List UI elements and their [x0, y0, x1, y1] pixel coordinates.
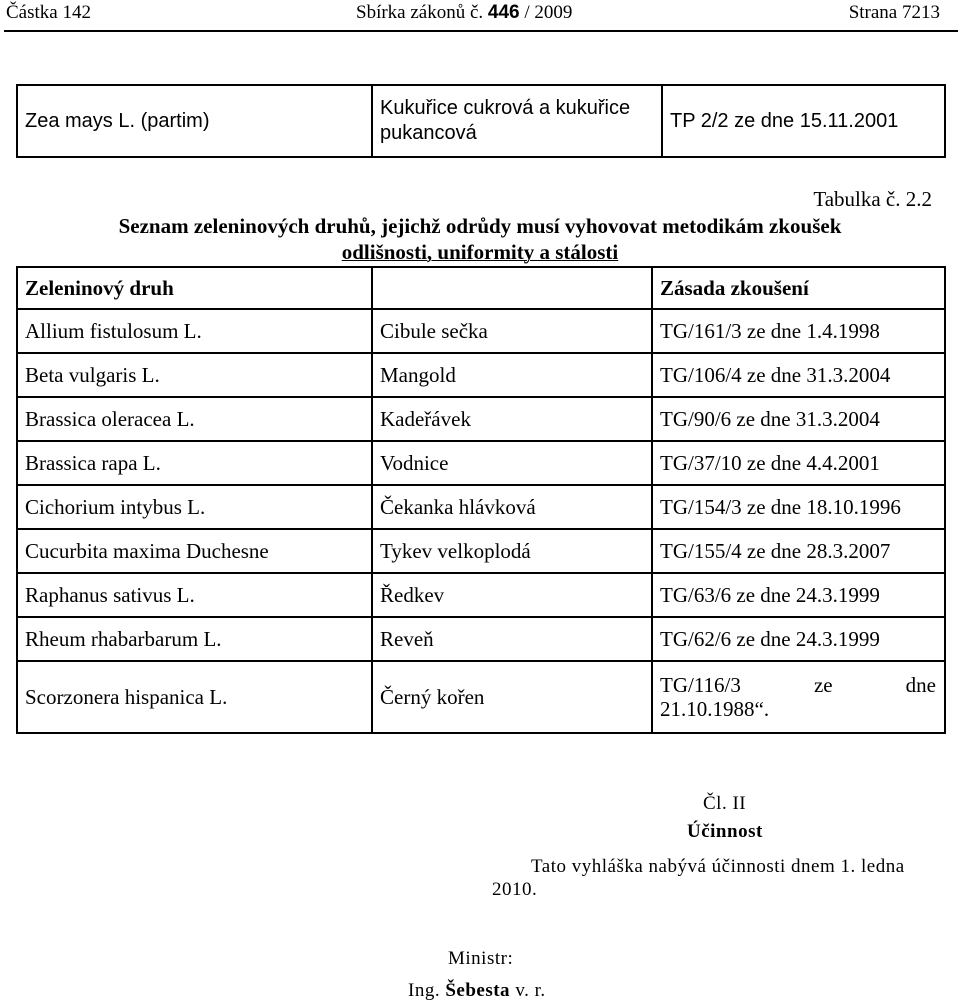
lead-czech: [372, 85, 662, 157]
lead-table: [16, 84, 946, 158]
cell-latin: Allium fistulosum L.: [17, 309, 372, 353]
guideline-part1: TG/116/3: [660, 673, 741, 697]
cell-czech: Cibule sečka: [372, 309, 652, 353]
cell-guideline: TG/161/3 ze dne 1.4.1998: [652, 309, 945, 353]
col-header-czech: [372, 267, 652, 309]
signature-name-line: [408, 980, 546, 1002]
cell-guideline-line2: 21.10.1988“.: [660, 697, 770, 721]
table-row: [17, 397, 945, 441]
cell-czech: Reveň: [372, 617, 652, 661]
cell-guideline-line1: [660, 673, 944, 697]
cell-latin: Brassica rapa L.: [17, 441, 372, 485]
header-rule: [4, 30, 958, 32]
table-row: [17, 353, 945, 397]
cell-guideline: TG/90/6 ze dne 31.3.2004: [652, 397, 945, 441]
lead-tp: TP 2/2 ze dne 15.11.2001: [662, 85, 945, 157]
table-row-last: [17, 661, 945, 733]
signature-prefix: Ing.: [408, 980, 441, 1001]
guideline-part3: dne: [905, 673, 936, 697]
lead-czech-line1: Kukuřice cukrová a kukuřice: [380, 97, 631, 119]
table-title-line1: Seznam zeleninových druhů, jejichž odrůdy musí vyhovovat metodikám zkoušek: [118, 214, 842, 238]
header-collection-year: / 2009: [524, 2, 573, 23]
table-caption: Tabulka č. 2.2: [813, 187, 932, 211]
cell-czech: Ředkev: [372, 573, 652, 617]
cell-czech: Černý kořen: [372, 661, 652, 733]
table-body: [17, 309, 945, 661]
header-collection: [356, 2, 572, 24]
cell-guideline: TG/155/4 ze dne 28.3.2007: [652, 529, 945, 573]
table-row: [17, 617, 945, 661]
header-page: Strana 7213: [848, 2, 940, 23]
table-row: [17, 441, 945, 485]
article-number: Čl. II: [703, 793, 747, 814]
vegetable-table: [16, 266, 946, 734]
table-row: [17, 573, 945, 617]
cell-latin: Rheum rhabarbarum L.: [17, 617, 372, 661]
table-row: [17, 309, 945, 353]
table-row: [17, 529, 945, 573]
cell-guideline: [652, 661, 945, 733]
signature-name: Šebesta: [445, 980, 511, 1001]
lead-row: [17, 85, 945, 157]
cell-latin: Cucurbita maxima Duchesne: [17, 529, 372, 573]
article-text-line2: 2010.: [492, 879, 538, 900]
lead-czech-line2: pukancová: [380, 122, 477, 144]
cell-czech: Kadeřávek: [372, 397, 652, 441]
article-text-line1: Tato vyhláška nabývá účinnosti dnem 1. ledna: [531, 856, 905, 877]
cell-guideline: TG/37/10 ze dne 4.4.2001: [652, 441, 945, 485]
header-part: Částka 142: [6, 2, 91, 23]
col-header-species: Zeleninový druh: [17, 267, 372, 309]
cell-guideline: TG/154/3 ze dne 18.10.1996: [652, 485, 945, 529]
header-collection-prefix: Sbírka zákonů č.: [356, 2, 484, 23]
cell-guideline: TG/63/6 ze dne 24.3.1999: [652, 573, 945, 617]
cell-guideline: TG/62/6 ze dne 24.3.1999: [652, 617, 945, 661]
table-header-row: [17, 267, 945, 309]
header-collection-number: 446: [487, 2, 520, 23]
cell-czech: Čekanka hlávková: [372, 485, 652, 529]
table-row: [17, 485, 945, 529]
cell-latin: Scorzonera hispanica L.: [17, 661, 372, 733]
table-title-line2: odlišnosti, uniformity a stálosti: [341, 240, 619, 264]
cell-latin: Raphanus sativus L.: [17, 573, 372, 617]
signature-suffix: v. r.: [515, 980, 546, 1001]
cell-czech: Mangold: [372, 353, 652, 397]
cell-latin: Cichorium intybus L.: [17, 485, 372, 529]
article-heading: Účinnost: [687, 821, 763, 842]
cell-czech: Vodnice: [372, 441, 652, 485]
signature-role: Ministr:: [448, 948, 514, 969]
cell-guideline: TG/106/4 ze dne 31.3.2004: [652, 353, 945, 397]
guideline-part2: ze: [813, 673, 833, 697]
cell-czech: Tykev velkoplodá: [372, 529, 652, 573]
cell-latin: Brassica oleracea L.: [17, 397, 372, 441]
cell-latin: Beta vulgaris L.: [17, 353, 372, 397]
col-header-guideline: Zásada zkoušení: [652, 267, 945, 309]
lead-latin: Zea mays L. (partim): [17, 85, 372, 157]
